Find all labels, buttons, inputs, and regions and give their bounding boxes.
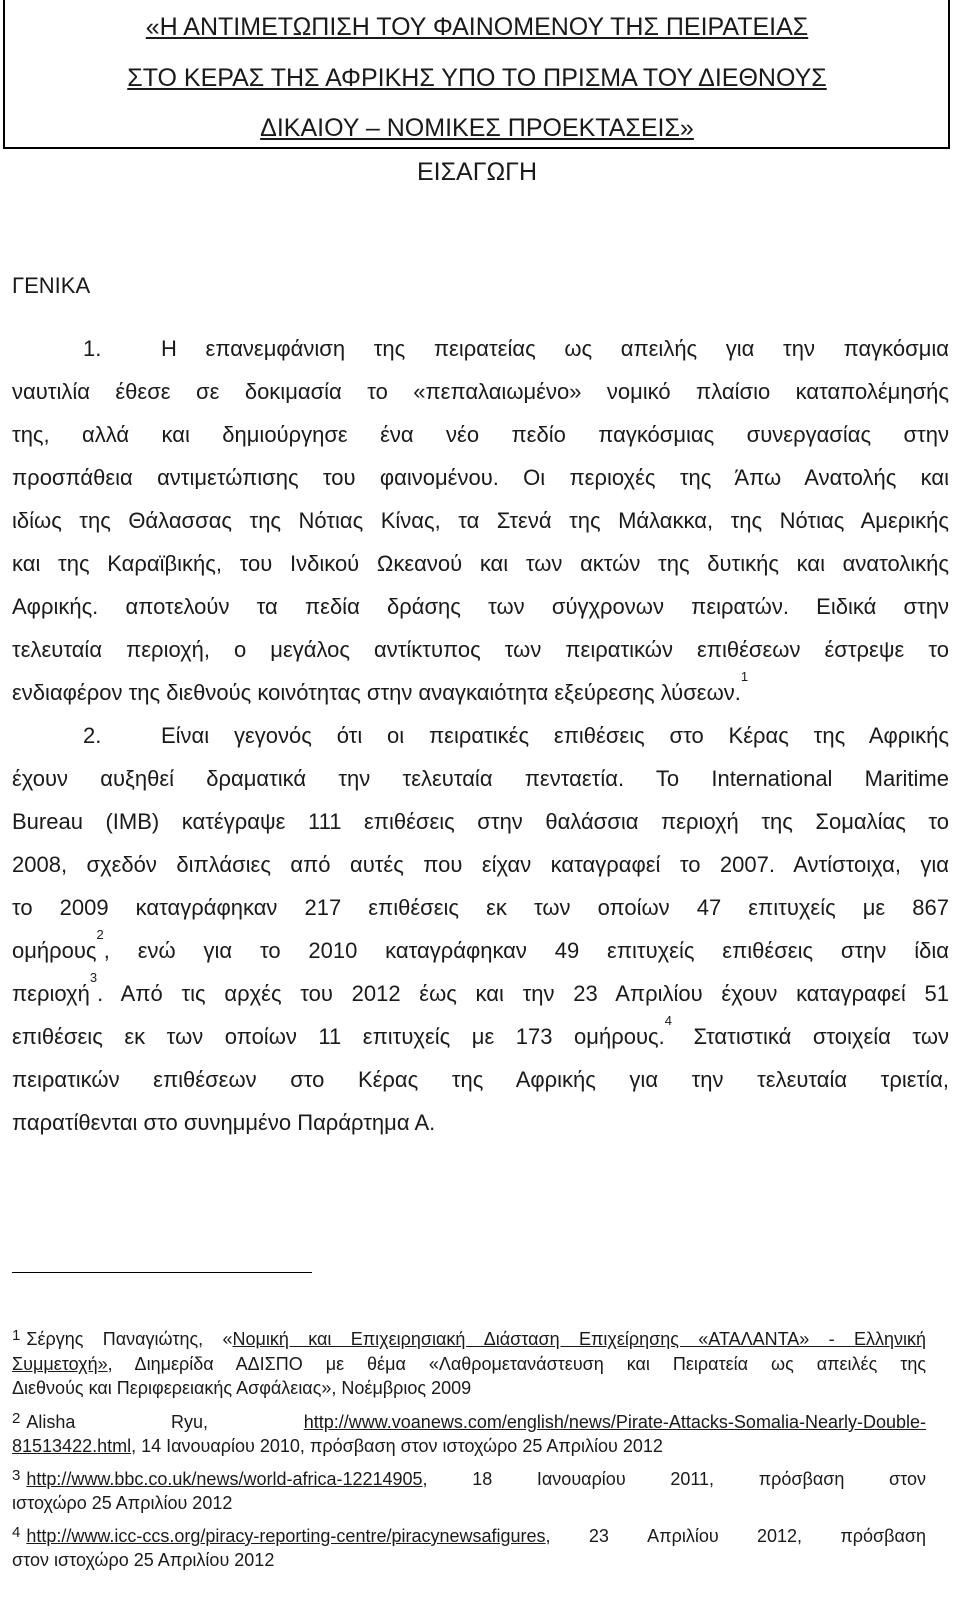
- footnote-3-number: 3: [12, 1467, 21, 1484]
- paragraph-2-line-8: [12, 1013, 949, 1051]
- paragraph-2-line-8-a: επιθέσεις εκ των οποίων 11 επιτυχείς με 173 ομήρους.: [12, 1024, 665, 1049]
- paragraph-2-line-2: έχουν αυξηθεί δραματικά την τελευταία πενταετία. Το International Maritime: [12, 766, 949, 791]
- footnote-1-line-1: [12, 1328, 926, 1352]
- footnote-2-author: Alisha Ryu,: [26, 1412, 209, 1432]
- paragraph-1-line-7: Αφρικής. αποτελούν τα πεδία δράσης των σύγχρονων πειρατών. Ειδικά στην: [12, 594, 949, 619]
- footnote-4-number: 4: [12, 1524, 21, 1541]
- paragraph-1-number: 1.: [83, 336, 102, 361]
- paragraph-2-line-6-a: ομήρους: [12, 938, 97, 963]
- paragraph-2-line-9: πειρατικών επιθέσεων στο Κέρας της Αφρικής για την τελευταία τριετία,: [12, 1067, 949, 1092]
- footnote-3-text-a: , 18 Ιανουαρίου 2011, πρόσβαση στον: [422, 1469, 926, 1489]
- paragraph-2-line-1: [83, 722, 949, 750]
- paragraph-1-last-text: ενδιαφέρον της διεθνούς κοινότητας στην αναγκαιότητα εξεύρεσης λύσεων.: [12, 680, 741, 705]
- paragraph-2-line-5: το 2009 καταγράφηκαν 217 επιθέσεις εκ των οποίων 47 επιτυχείς με 867: [12, 895, 949, 920]
- footnote-2-number: 2: [12, 1410, 21, 1427]
- footnote-2-line-1: [12, 1411, 926, 1435]
- paragraph-1-line-2: ναυτιλία έθεσε σε δοκιμασία το «πεπαλαιωμένο» νομικό πλαίσιο καταπολέμησής: [12, 379, 949, 404]
- paragraph-2-number: 2.: [83, 723, 102, 748]
- title-line-3: ΔΙΚΑΙΟΥ – ΝΟΜΙΚΕΣ ΠΡΟΕΚΤΑΣΕΙΣ»: [260, 114, 694, 142]
- footnote-2-line-2: [12, 1435, 926, 1457]
- footnote-1-title: Νομική και Επιχειρησιακή Διάσταση Επιχείρησης «ΑΤΑΛΑΝΤΑ» - Ελληνική: [232, 1329, 926, 1349]
- paragraph-1-line-5: ιδίως της Θάλασσας της Νότιας Κίνας, τα Στενά της Μάλακκα, της Νότιας Αμερικής: [12, 508, 949, 533]
- footnote-ref-2[interactable]: 2: [96, 927, 104, 942]
- footnote-ref-1[interactable]: 1: [740, 669, 749, 684]
- paragraph-1-line-3: της, αλλά και δημιούργησε ένα νέο πεδίο παγκόσμιας συνεργασίας στην: [12, 422, 949, 447]
- footnote-3-link[interactable]: http://www.bbc.co.uk/news/world-africa-12214905: [26, 1469, 423, 1489]
- footnote-1-line-3: Διεθνούς και Περιφερειακής Ασφάλειας», Νοέμβριος 2009: [12, 1378, 472, 1398]
- intro-heading: ΕΙΣΑΓΩΓΗ: [416, 158, 538, 186]
- paragraph-1-text: Η επανεμφάνιση της πειρατείας ως απειλής για την παγκόσμια: [161, 336, 949, 361]
- paragraph-2-line-10: παρατίθενται στο συνημμένο Παράρτημα Α.: [12, 1110, 436, 1135]
- footnote-ref-4[interactable]: 4: [664, 1013, 672, 1028]
- footnote-ref-3[interactable]: 3: [89, 970, 98, 985]
- footnote-1-text-a: Σέργης Παναγιώτης, «: [26, 1329, 233, 1349]
- footnote-4-link[interactable]: http://www.icc-ccs.org/piracy-reporting-centre/piracynewsafigures: [26, 1526, 546, 1546]
- paragraph-2-line-6-b: , ενώ για το 2010 καταγράφηκαν 49 επιτυχείς επιθέσεις στην ίδια: [103, 938, 949, 963]
- paragraph-2-line-7: [12, 970, 949, 1008]
- footnote-3-line-1: [12, 1468, 926, 1492]
- footnote-4-line-1: [12, 1525, 926, 1549]
- footnote-separator: [12, 1272, 312, 1273]
- paragraph-1-line-6: και της Καραϊβικής, του Ινδικού Ωκεανού και των ακτών της δυτικής και ανατολικής: [12, 551, 949, 576]
- paragraph-2-text: Είναι γεγονός ότι οι πειρατικές επιθέσεις στο Κέρας της Αφρικής: [161, 723, 949, 748]
- paragraph-2-line-4: 2008, σχεδόν διπλάσιες από αυτές που είχαν καταγραφεί το 2007. Αντίστοιχα, για: [12, 852, 949, 877]
- paragraph-1-line-8: τελευταία περιοχή, ο μεγάλος αντίκτυπος των πειρατικών επιθέσεων έστρεψε το: [12, 637, 949, 662]
- paragraph-1-line-4: προσπάθεια αντιμετώπισης του φαινομένου. Οι περιοχές της Άπω Ανατολής και: [12, 465, 949, 490]
- footnote-4-text-a: , 23 Απριλίου 2012, πρόσβαση: [545, 1526, 926, 1546]
- footnote-1-number: 1: [12, 1327, 21, 1344]
- paragraph-1-line-1: [83, 335, 949, 363]
- footnote-2-link[interactable]: http://www.voanews.com/english/news/Pirate-Attacks-Somalia-Nearly-Double-: [303, 1412, 926, 1432]
- paragraph-1-line-9: [12, 669, 949, 707]
- footnote-3-line-2: ιστοχώρο 25 Απριλίου 2012: [12, 1493, 233, 1513]
- footnote-1-text-b: , Διημερίδα ΑΔΙΣΠΟ με θέμα «Λαθρομετανάστευση και Πειρατεία ως απειλές της: [107, 1354, 926, 1374]
- paragraph-2-line-8-b: Στατιστικά στοιχεία των: [671, 1024, 949, 1049]
- paragraph-2-line-6: [12, 927, 949, 965]
- footnote-1-line-2: [12, 1353, 926, 1375]
- paragraph-2-line-7-b: . Από τις αρχές του 2012 έως και την 23 Απριλίου έχουν καταγραφεί 51: [97, 981, 949, 1006]
- footnote-2-text: , 14 Ιανουαρίου 2010, πρόσβαση στον ιστοχώρο 25 Απριλίου 2012: [131, 1436, 663, 1456]
- paragraph-2-line-7-a: περιοχή: [12, 981, 90, 1006]
- paragraph-2-line-3: Bureau (IMB) κατέγραψε 111 επιθέσεις στην θαλάσσια περιοχή της Σομαλίας το: [12, 809, 949, 834]
- footnote-2-link-end[interactable]: 81513422.html: [12, 1436, 132, 1456]
- footnote-4-line-2: στον ιστοχώρο 25 Απριλίου 2012: [12, 1550, 275, 1570]
- title-line-1: «Η ΑΝΤΙΜΕΤΩΠΙΣΗ ΤΟΥ ΦΑΙΝΟΜΕΝΟΥ ΤΗΣ ΠΕΙΡΑΤΕΙΑΣ: [145, 13, 809, 41]
- footnote-1-title-end: Συμμετοχή»: [12, 1354, 108, 1374]
- title-line-2: ΣΤΟ ΚΕΡΑΣ ΤΗΣ ΑΦΡΙΚΗΣ ΥΠΟ ΤΟ ΠΡΙΣΜΑ ΤΟΥ ΔΙΕΘΝΟΥΣ: [127, 64, 827, 92]
- section-heading: ΓΕΝΙΚΑ: [12, 273, 91, 298]
